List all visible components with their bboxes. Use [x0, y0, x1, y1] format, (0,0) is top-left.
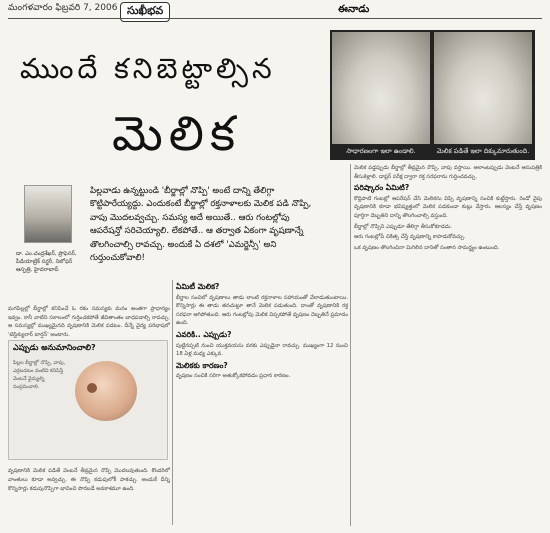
normal-anatomy-photo: [332, 32, 430, 144]
inset-box: [8, 340, 168, 460]
column-right-text-1: మెలిక పడ్డప్పుడు బీర్జాల్లో తీవ్రమైన నొప్పి, వాపు వస్తాయి. అలాంటప్పుడు వెంటనే ఆసుపత్రికి తీసుకెళ్లాలి. డాప్లర్ పరీక్ష ద్వారా రక్త సరఫరాను గుర్తించవచ్చు.: [354, 165, 542, 180]
column-middle-text-3: వృషణం సంచికి సరిగా అతుక్కోకపోవడం ప్రధాన కారణం.: [176, 373, 291, 380]
column-right-text-2: కొద్దిపాటి గంటల్లో ఆపరేషన్ చేసి మెలికను విప్పి వృషణాన్ని సంచికి కుట్టేస్తారు. రెండో వైపు వృషణానికి కూడా భవిష్యత్తులో మెలిక పడకుండా కుట్లు వేస్తారు. ఆలస్యం చేస్తే వృషణం పూర్తిగా దెబ్బతిని దాన్ని తొలగించాల్సి వస్తుంది.: [354, 195, 542, 219]
column-left-text: మగపిల్లల్లో బీర్జాల్లో కనిపించే ఓ రకం సమస్యకు మనం అంతగా ప్రాధాన్యం ఇవ్వం. కానీ వాటిని సకాలంలో గుర్తించకపోతే జీవితాంతం బాధపడాల్సి రావచ్చు. ఆ సమస్యల్లో ముఖ్యమైనది వృషణానికి మెలిక పడటం. దీన్నే వైద్య పరిభాషలో 'టెస్టిక్యులార్ టార్షన్' అంటారు.: [8, 306, 170, 338]
article-intro: పిల్లవాడు ఉన్నట్టుండి 'బీర్జాల్లో నొప్పి' అంటే దాన్ని తేలిగ్గా కొట్టిపారేయ్యద్దు. ఎందుకంటే బీర్జాల్లో రక్తనాళాలకు మెలిక పడి నొప్పి, వాపు మొదలవ్వచ్చు. సమస్య అదే అయితే.. ఆరు గంటల్లోపు ఆపరేషన్తో సరిచెయ్యాలి. లేకపోతే.. ఆ తర్వాత ఏకంగా వృషణాన్నే తొలగించాల్సి రావచ్చు. అందుకే ఏ దశలో 'ఎమర్జెన్సీ' అని గుర్తుంచుకోవాలి!: [90, 186, 312, 264]
column-middle-text-1: బీర్జాల సంచిలో వృషణాలు తాడు లాంటి రక్తనాళాల సహాయంతో వేలాడుతుంటాయి. కొన్నిసార్లు ఈ తాడు తనచుట్టూ తానే మెలిక పడుతుంది. దాంతో వృషణానికి రక్త సరఫరా ఆగిపోతుంది. ఆరు గంటల్లోపు మెలిక విప్పకపోతే వృషణం దెబ్బతినే ప్రమాదం ఉంది.: [176, 294, 348, 327]
section-masthead: సుఖీభవ: [120, 2, 170, 22]
torsion-anatomy-photo: [434, 32, 532, 144]
photo-caption-right: మెలిక పడితే ఇలా దిక్కుమారుతుంది.: [436, 147, 530, 155]
subhead-what: ఏమిటీ మెలిక?: [176, 282, 220, 291]
column-divider-2: [350, 164, 351, 526]
author-byline: డా. ఎం.చంద్రశేఖర్, ప్రొఫెసర్, పీడియాట్రిక్ సర్జరీ, నిలోఫర్ ఆస్పత్రి, హైదరాబాద్: [16, 251, 77, 273]
headline-line-2: మెలిక: [112, 106, 242, 162]
column-middle: [176, 280, 348, 525]
photo-panel: [330, 30, 535, 160]
author-photo: [24, 185, 72, 243]
column-right: [354, 164, 542, 526]
inset-image-dot: [87, 383, 97, 393]
inset-image: [75, 361, 137, 421]
bullet-3: ఒక వృషణం తొలగించినా మిగిలిన దానితో సంతాన సామర్థ్యం ఉంటుంది.: [354, 244, 500, 251]
column-middle-text-2: పుట్టినప్పటి నుంచి యుక్తవయసు వరకు ఎప్పుడైనా రావచ్చు. ముఖ్యంగా 12 నుంచి 18 ఏళ్ల మధ్య ఎక్కువ.: [176, 342, 348, 358]
header-rule: [8, 18, 542, 19]
dateline: మంగళవారం ఫిబ్రవరి 7, 2006: [8, 3, 118, 13]
bullet-2: ఆరు గంటల్లోపే చికిత్స చేస్తే వృషణాన్ని కాపాడుకోవచ్చు.: [354, 234, 466, 241]
photo-caption-left: సాధారణంగా ఇలా ఉండాలి.: [346, 147, 416, 155]
paper-name: ఈనాడు: [338, 4, 370, 15]
column-divider-1: [172, 280, 173, 525]
bullet-1: బీర్జాల్లో నొప్పిని ఎప్పుడూ తేలిగ్గా తీసుకోకూడదు.: [354, 223, 453, 230]
headline-line-1: ముందే కనిబెట్టాల్సిన: [20, 52, 276, 85]
subhead-solution: పరిష్కారం ఏమిటి?: [354, 183, 410, 193]
subhead-who-when: ఎవరికి.. ఎప్పుడు?: [176, 329, 232, 339]
inset-text: పిల్లల బీర్జాల్లో నొప్పి, వాపు, ఎర్రబడటం వంటివి కనిపిస్తే వెంటనే వైద్యుల్ని సంప్రదించాలి.: [13, 360, 66, 390]
column-left-bottom-text: వృషణానికి మెలిక పడితే వెంటనే తీవ్రమైన నొప్పి మొదలవుతుంది. కొందరిలో వాంతులు కూడా అవ్వచ్చు. ఈ నొప్పి కడుపులోకీ పాకచ్చు. అందుకే దీన్ని కొన్నిసార్లు కడుపునొప్పిగా భావించి పొరబడే అవకాశమూ ఉంది.: [8, 468, 170, 492]
inset-title: ఎప్పుడు అనుమానించాలి?: [13, 343, 96, 352]
subhead-cause: మెలికకు కారణం?: [176, 360, 228, 370]
